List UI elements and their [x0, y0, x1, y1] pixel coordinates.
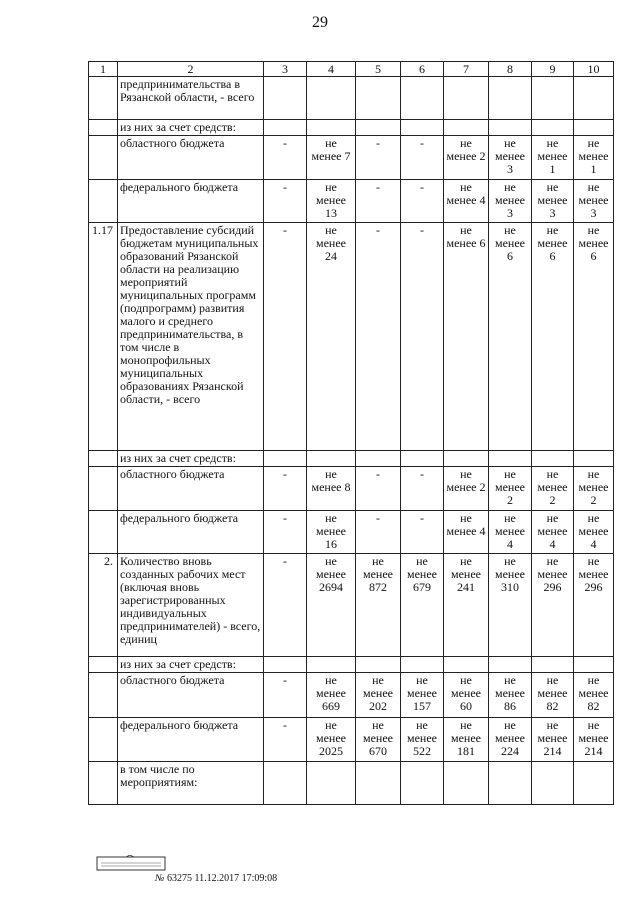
value-cell	[401, 451, 444, 467]
value-cell	[401, 120, 444, 136]
value-cell: -	[264, 223, 307, 451]
value-cell	[401, 77, 444, 120]
value-cell: -	[356, 180, 401, 223]
value-cell	[574, 451, 614, 467]
value-cell	[532, 77, 574, 120]
value-cell: не менее 296	[532, 554, 574, 657]
value-cell: не менее 6	[532, 223, 574, 451]
value-cell	[307, 77, 356, 120]
value-cell: -	[401, 511, 444, 554]
row-number-cell	[89, 180, 118, 223]
table-row	[89, 120, 614, 136]
document-registration	[155, 873, 277, 884]
row-number-cell	[89, 673, 118, 718]
value-cell: -	[264, 467, 307, 511]
value-cell: не менее 296	[574, 554, 614, 657]
value-cell: -	[356, 467, 401, 511]
table-row	[89, 451, 614, 467]
value-cell: не менее 157	[401, 673, 444, 718]
value-cell: -	[264, 673, 307, 718]
value-cell: -	[401, 180, 444, 223]
value-cell	[489, 120, 532, 136]
table-row	[89, 762, 614, 805]
row-number-cell	[89, 718, 118, 762]
value-cell: не менее 16	[307, 511, 356, 554]
value-cell: не менее 3	[489, 136, 532, 180]
row-number-cell: 1.17	[89, 223, 118, 451]
value-cell: -	[264, 554, 307, 657]
value-cell	[489, 77, 532, 120]
value-cell: не менее 214	[532, 718, 574, 762]
value-cell	[264, 77, 307, 120]
value-cell	[307, 451, 356, 467]
indicator-name-cell: федерального бюджета	[118, 180, 264, 223]
value-cell: не менее 522	[401, 718, 444, 762]
value-cell: не менее 1	[532, 136, 574, 180]
table-row	[89, 554, 614, 657]
header-row	[89, 62, 614, 77]
value-cell: -	[264, 511, 307, 554]
indicator-name-cell: областного бюджета	[118, 136, 264, 180]
row-number-cell	[89, 136, 118, 180]
value-cell: не менее 86	[489, 673, 532, 718]
value-cell: -	[401, 467, 444, 511]
value-cell: не менее 181	[444, 718, 489, 762]
row-number-cell	[89, 762, 118, 805]
value-cell	[401, 657, 444, 673]
value-cell: не менее 1	[574, 136, 614, 180]
value-cell: не менее 2	[444, 467, 489, 511]
table-row	[89, 718, 614, 762]
row-number-cell	[89, 467, 118, 511]
value-cell: не менее 6	[574, 223, 614, 451]
value-cell: не менее 82	[532, 673, 574, 718]
value-cell	[356, 77, 401, 120]
value-cell: не менее 214	[574, 718, 614, 762]
indicator-name-cell: предпринимательства в Рязанской области, - всего	[118, 77, 264, 120]
indicator-name-cell: в том числе по мероприятиям:	[118, 762, 264, 805]
value-cell: не менее 670	[356, 718, 401, 762]
value-cell: не менее 202	[356, 673, 401, 718]
value-cell: не менее 2	[574, 467, 614, 511]
value-cell: не менее 7	[307, 136, 356, 180]
value-cell	[444, 451, 489, 467]
value-cell: не менее 224	[489, 718, 532, 762]
row-number-cell	[89, 511, 118, 554]
value-cell	[574, 657, 614, 673]
value-cell: не менее 24	[307, 223, 356, 451]
value-cell	[264, 451, 307, 467]
header-cell: 5	[356, 62, 401, 77]
value-cell	[444, 120, 489, 136]
header-cell: 1	[89, 62, 118, 77]
header-cell: 8	[489, 62, 532, 77]
value-cell: не менее 4	[444, 511, 489, 554]
value-cell: не менее 4	[532, 511, 574, 554]
value-cell: не менее 6	[444, 223, 489, 451]
header-cell: 4	[307, 62, 356, 77]
value-cell: не менее 8	[307, 467, 356, 511]
value-cell	[356, 762, 401, 805]
value-cell	[532, 451, 574, 467]
page-number: 29	[312, 14, 328, 31]
row-number-cell	[89, 657, 118, 673]
value-cell: не менее 3	[489, 180, 532, 223]
value-cell	[307, 120, 356, 136]
indicator-name-cell: Количество вновь созданных рабочих мест (включая вновь зарегистрированных индивидуальных предпринимателей) - всего, единиц	[118, 554, 264, 657]
header-cell: 6	[401, 62, 444, 77]
value-cell: не менее 2694	[307, 554, 356, 657]
header-cell: 9	[532, 62, 574, 77]
value-cell: -	[264, 718, 307, 762]
value-cell: не менее 6	[489, 223, 532, 451]
value-cell	[489, 451, 532, 467]
header-cell: 2	[118, 62, 264, 77]
row-number-cell: 2.	[89, 554, 118, 657]
value-cell	[532, 120, 574, 136]
value-cell: -	[264, 136, 307, 180]
value-cell	[532, 657, 574, 673]
indicator-name-cell: областного бюджета	[118, 673, 264, 718]
header-cell: 7	[444, 62, 489, 77]
header-cell: 3	[264, 62, 307, 77]
table-row	[89, 673, 614, 718]
row-number-cell	[89, 120, 118, 136]
indicator-name-cell: из них за счет средств:	[118, 657, 264, 673]
table-row	[89, 77, 614, 120]
value-cell: -	[356, 136, 401, 180]
value-cell: не менее 2	[489, 467, 532, 511]
value-cell: не менее 241	[444, 554, 489, 657]
row-number-cell	[89, 77, 118, 120]
value-cell: -	[401, 136, 444, 180]
indicator-name-cell: областного бюджета	[118, 467, 264, 511]
table-row	[89, 511, 614, 554]
value-cell	[356, 657, 401, 673]
value-cell: не менее 82	[574, 673, 614, 718]
value-cell	[444, 77, 489, 120]
table-row	[89, 223, 614, 451]
value-cell	[489, 762, 532, 805]
table-row	[89, 180, 614, 223]
document-number-symbol: №	[155, 873, 165, 884]
value-cell: не менее 60	[444, 673, 489, 718]
value-cell	[264, 657, 307, 673]
registration-stamp-icon	[96, 855, 166, 871]
value-cell	[356, 120, 401, 136]
value-cell: не менее 13	[307, 180, 356, 223]
value-cell: не менее 2	[532, 467, 574, 511]
value-cell: не менее 4	[489, 511, 532, 554]
value-cell	[574, 120, 614, 136]
header-cell: 10	[574, 62, 614, 77]
value-cell	[307, 762, 356, 805]
value-cell: не менее 4	[444, 180, 489, 223]
table-row	[89, 657, 614, 673]
indicator-name-cell: федерального бюджета	[118, 718, 264, 762]
value-cell	[489, 657, 532, 673]
value-cell: не менее 872	[356, 554, 401, 657]
value-cell: не менее 2	[444, 136, 489, 180]
indicators-table	[88, 61, 614, 805]
value-cell	[444, 762, 489, 805]
value-cell: не менее 679	[401, 554, 444, 657]
value-cell	[307, 657, 356, 673]
value-cell	[356, 451, 401, 467]
value-cell	[264, 762, 307, 805]
value-cell	[444, 657, 489, 673]
table-row	[89, 136, 614, 180]
value-cell	[264, 120, 307, 136]
value-cell: -	[264, 180, 307, 223]
row-number-cell	[89, 451, 118, 467]
value-cell: не менее 3	[532, 180, 574, 223]
value-cell	[532, 762, 574, 805]
document-registration-text: 63275 11.12.2017 17:09:08	[166, 873, 278, 884]
value-cell	[574, 762, 614, 805]
indicator-name-cell: федерального бюджета	[118, 511, 264, 554]
value-cell	[401, 762, 444, 805]
indicator-name-cell: из них за счет средств:	[118, 451, 264, 467]
table-row	[89, 467, 614, 511]
value-cell: -	[356, 511, 401, 554]
value-cell: не менее 310	[489, 554, 532, 657]
value-cell: не менее 4	[574, 511, 614, 554]
indicator-name-cell: из них за счет средств:	[118, 120, 264, 136]
value-cell: не менее 669	[307, 673, 356, 718]
value-cell: не менее 3	[574, 180, 614, 223]
value-cell: -	[401, 223, 444, 451]
value-cell: -	[356, 223, 401, 451]
indicator-name-cell: Предоставление субсидий бюджетам муниципальных образований Рязанской области на реализацию мероприятий муниципальных программ (подпрограмм) развития малого и среднего предпринимательства, в том числе в монопрофильных муниципальных образованиях Рязанской области, - всего	[118, 223, 264, 451]
value-cell: не менее 2025	[307, 718, 356, 762]
value-cell	[574, 77, 614, 120]
